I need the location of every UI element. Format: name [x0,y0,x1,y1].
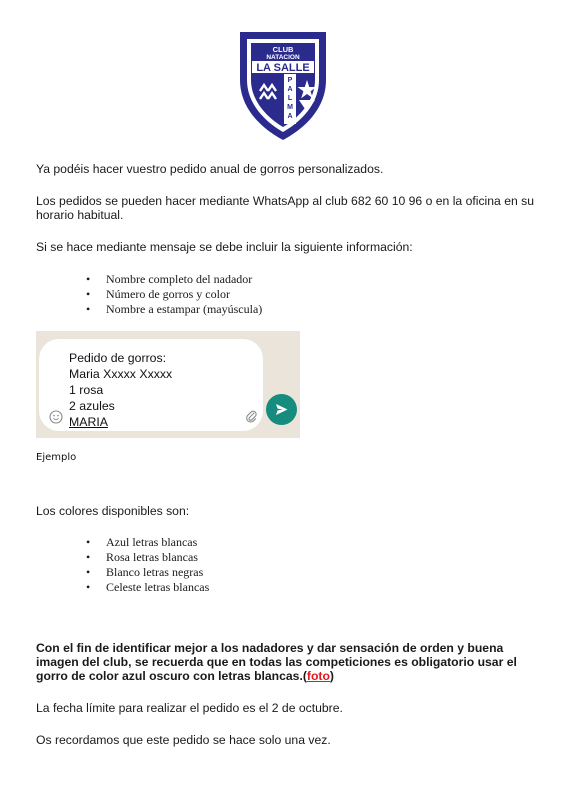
logo-line3: LA SALLE [256,62,310,74]
orders-text: Los pedidos se pueden hacer mediante WhatsApp al club 682 60 10 96 o en la oficina en su horario habitual. [36,194,535,222]
info-intro-text: Si se hace mediante mensaje se debe incluir la siguiente información: [36,240,413,254]
logo-letter-4: M [287,104,293,111]
list-item: • Nombre completo del nadador [76,272,262,287]
message-line: MARIA [69,415,108,429]
deadline-text: La fecha límite para realizar el pedido es el 2 de octubre. [36,701,343,715]
list-item: • Número de gorros y color [76,287,262,302]
notice-text [36,641,536,683]
intro-text: Ya podéis hacer vuestro pedido anual de gorros personalizados. [36,162,384,176]
send-button [266,394,297,425]
colors-list [76,535,209,595]
emoji-icon [49,410,63,424]
example-caption: Ejemplo [36,452,77,463]
club-logo [236,28,330,144]
logo-letter-1: P [287,77,293,84]
logo-letter-5: A [287,113,293,120]
notice-open-paren: ( [302,669,307,683]
once-text: Os recordamos que este pedido se hace solo una vez. [36,733,331,747]
message-line: Maria Xxxxx Xxxxx [69,367,173,381]
logo-letter-3: L [287,95,293,102]
paperclip-icon [245,409,257,423]
send-icon [274,402,289,417]
photo-link[interactable]: foto [306,669,330,683]
list-item: • Nombre a estampar (mayúscula) [76,302,262,317]
logo-line2: NATACION [266,54,300,61]
list-item: • Blanco letras negras [76,565,209,580]
message-line: Pedido de gorros: [69,351,167,365]
list-item: • Azul letras blancas [76,535,209,550]
message-line: 1 rosa [69,383,104,397]
message-line: 2 azules [69,399,115,413]
message-text [69,350,172,430]
list-item: • Celeste letras blancas [76,580,209,595]
info-list [76,272,262,317]
notice-close-paren: ) [329,669,334,683]
colors-intro-text: Los colores disponibles son: [36,504,190,518]
message-input [39,339,263,431]
list-item: • Rosa letras blancas [76,550,209,565]
whatsapp-example-image [36,331,300,438]
notice-body: Con el fin de identificar mejor a los nadadores y dar sensación de orden y buena imagen del club, se recuerda que en todas las competiciones es obligatorio usar el gorro de color azul oscuro con letras blancas. [36,641,517,683]
logo-letter-2: A [287,86,293,93]
logo-line1: CLUB [272,45,294,54]
